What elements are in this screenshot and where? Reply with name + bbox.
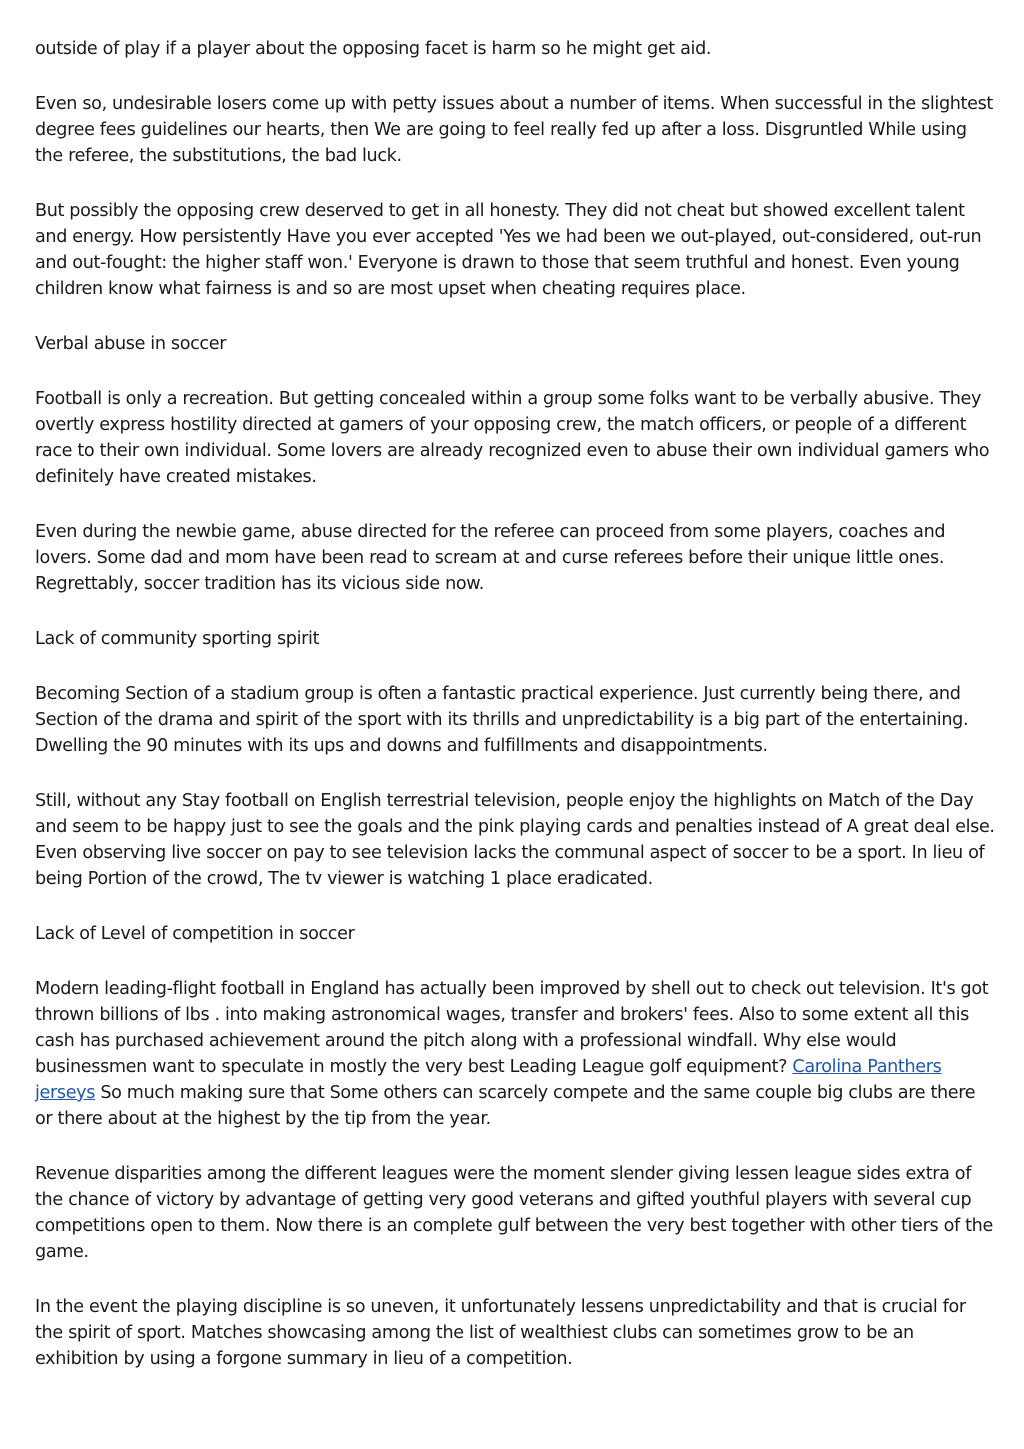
paragraph-text: Modern leading-flight football in England has actually been improved by shell out to check out television. It's got thrown billions of lbs . into making astronomical wages, transfer and brokers' fees. Also to some extent all this cash has purchased achievement around the pitch along with a professional windfall. Why else would businessmen want to speculate in mostly the very best Leading League golf equipment?: [35, 979, 989, 1077]
paragraph: In the event the playing discipline is so uneven, it unfortunately lessens unpredictability and that is crucial for the spirit of sport. Matches showcasing among the list of wealthiest clubs can sometimes grow to be an exhibition by using a forgone summary in lieu of a competition.: [35, 1297, 966, 1369]
paragraph: Revenue disparities among the different leagues were the moment slender giving lessen league sides extra of the chance of victory by advantage of getting very good veterans and gifted youthful players with several cup competitions open to them. Now there is an complete gulf between the very best together with other tiers of the game.: [35, 1164, 993, 1262]
paragraph: Even so, undesirable losers come up with petty issues about a number of items. When successful in the slightest degree fees guidelines our hearts, then We are going to feel really fed up after a loss. Disgruntled While using the referee, the substitutions, the bad luck.: [35, 94, 993, 166]
paragraph: Still, without any Stay football on English terrestrial television, people enjoy the highlights on Match of the Day and seem to be happy just to see the goals and the pink playing cards and penalties instead of A great deal else. Even observing live soccer on pay to see television lacks the communal aspect of soccer to be a sport. In lieu of being Portion of the crowd, The tv viewer is watching 1 place eradicated.: [35, 791, 995, 889]
section-heading: Lack of Level of competition in soccer: [35, 924, 355, 944]
paragraph: Becoming Section of a stadium group is often a fantastic practical experience. Just currently being there, and Section of the drama and spirit of the sport with its thrills and unpredictability is a big part of the entertaining. Dwelling the 90 minutes with its ups and downs and fulfillments and disappointments.: [35, 684, 969, 756]
paragraph: Even during the newbie game, abuse directed for the referee can proceed from some players, coaches and lovers. Some dad and mom have been read to scream at and curse referees before their unique little ones. Regrettably, soccer tradition has its vicious side now.: [35, 522, 946, 594]
paragraph: outside of play if a player about the opposing facet is harm so he might get aid.: [35, 39, 712, 59]
section-heading: Verbal abuse in soccer: [35, 334, 227, 354]
document-body: [35, 36, 995, 1401]
paragraph-with-link: [35, 976, 995, 1132]
paragraph-text: So much making sure that Some others can scarcely compete and the same couple big clubs are there or there about at the highest by the tip from the year.: [35, 1083, 976, 1129]
section-heading: Lack of community sporting spirit: [35, 629, 320, 649]
paragraph: But possibly the opposing crew deserved to get in all honesty. They did not cheat but showed excellent talent and energy. How persistently Have you ever accepted 'Yes we had been we out-played, out-considered, out-run and out-fought: the higher staff won.' Everyone is drawn to those that seem truthful and honest. Even young children know what fairness is and so are most upset when cheating requires place.: [35, 201, 982, 299]
paragraph: Football is only a recreation. But getting concealed within a group some folks want to be verbally abusive. They overtly express hostility directed at gamers of your opposing crew, the match officers, or people of a different race to their own individual. Some lovers are already recognized even to abuse their own individual gamers who definitely have created mistakes.: [35, 389, 990, 487]
carolina-panthers-jerseys-link[interactable]: Carolina Panthers jerseys: [35, 1057, 942, 1103]
